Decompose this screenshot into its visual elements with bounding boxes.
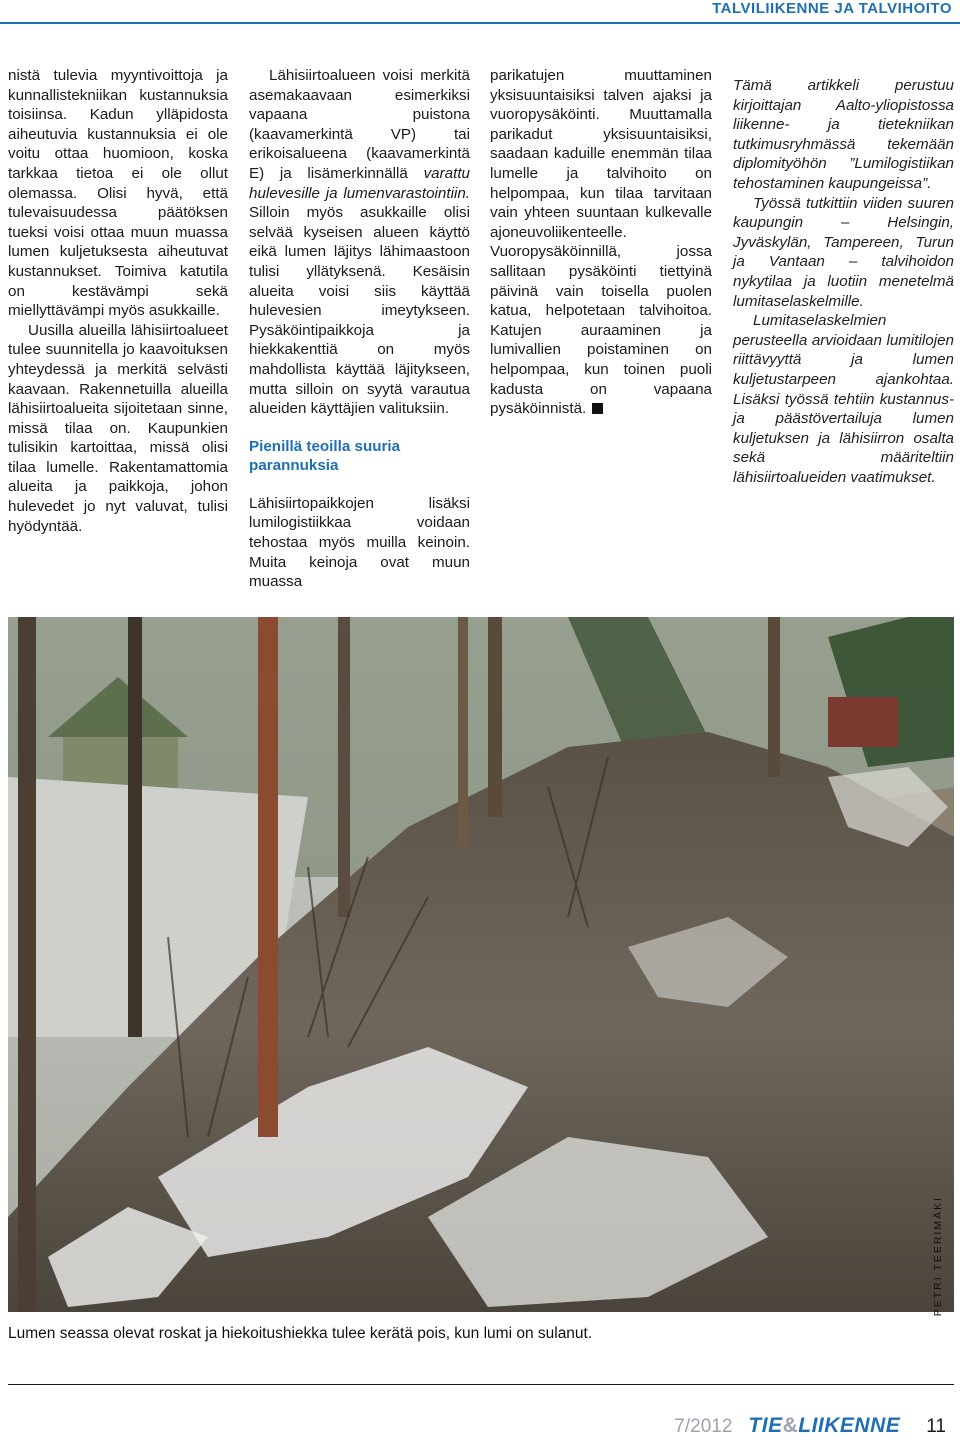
paragraph xyxy=(249,66,470,419)
magazine-logo xyxy=(748,1414,900,1438)
section-title: TALVILIIKENNE JA TALVIHOITO xyxy=(712,0,952,17)
paragraph xyxy=(490,66,712,419)
divider xyxy=(8,1384,954,1385)
paragraph: Lumitaselaskelmien perusteella arvioidaan lumitilojen riittävyyttä ja lumen kuljetustarpeen ajankohtaa. Lisäksi työssä tehtiin kustannus- ja päästövertailuja lumen kuljetuksen ja lähisiirron osalta sekä määriteltiin lähisiirtoalueiden vaatimukset. xyxy=(733,312,954,486)
photo-caption: Lumen seassa olevat roskat ja hiekoitushiekka tulee kerätä pois, kun lumi on sulanut. xyxy=(8,1325,593,1342)
info-box xyxy=(733,76,954,487)
paragraph-text: Silloin myös asukkaille olisi selvää kyseisen alueen käyttö eikä lumen läjitys lähimaastoon tulisi yllätyksenä. Kesäisin alueita voisi siis käyttää hulevesien imeytykseen. Pysäköintipaikkoja ja hiekkakenttiä on myös mahdollista käyttää läjitykseen, mutta silloin on syytä varautua alueiden käyttäjien valituksiin. xyxy=(249,204,470,418)
text-column-1 xyxy=(8,66,228,536)
issue-number: 7/2012 xyxy=(674,1416,733,1437)
logo-ampersand: & xyxy=(782,1414,799,1437)
paragraph-text: parikatujen muuttaminen yksisuuntaisiksi talven ajaksi ja vuoropysäköinti. Muuttamalla parikadut yksisuuntaisiksi, saadaan kaduille enemmän tilaa lumelle ja talvihoito on helpompaa, kun tilaa tarvitaan vain yhteen suuntaan kulkevalle ajoneuvoliikenteelle. Vuoropysäköinnillä, jossa sallitaan pysäköinti tiettyinä päivinä vain toisella puolen katua, helpotetaan talvihoitoa. Katujen auraaminen ja lumivallien poistaminen on helpompaa, kun toinen puoli kadusta on vapaana pysäköinnistä. xyxy=(490,67,712,418)
paragraph: Uusilla alueilla lähisiirtoalueet tulee suunnitella jo kaavoituksen yhteydessä ja merkitä selvästi kaavaan. Rakennetuilla alueilla lähisiirtoalueita sijoitetaan sinne, missä tilaa on. Kaupunkien tulisikin kartoittaa, missä olisi tilaa lumelle. Rakentamattomia alueita ja paikkoja, johon hulevedet jo nyt valuvat, tulisi hyödyntää. xyxy=(8,321,228,535)
paragraph: Työssä tutkittiin viiden suuren kaupungin – Helsingin, Jyväskylän, Tampereen, Turun ja Vantaan – talvihoidon nykytilaa ja luotiin menetelmä lumitaselaskelmille. xyxy=(733,194,954,310)
paragraph-text: Lähisiirtoalueen voisi merkitä asemakaavaan esimerkiksi vapaana puistona (kaavamerkintä VP) tai erikoisalueena (kaavamerkintä E) ja lisämerkinnällä xyxy=(249,67,470,182)
logo-part: TIE xyxy=(748,1414,783,1437)
header-bar xyxy=(0,0,960,24)
text-column-3 xyxy=(490,66,712,419)
page-number: 11 xyxy=(926,1416,946,1437)
paragraph: Lähisiirtopaikkojen lisäksi lumilogistiikkaa voidaan tehostaa myös muilla keinoin. Muita keinoja ovat muun muassa xyxy=(249,494,470,591)
paragraph: Tämä artikkeli perustuu kirjoittajan Aalto-yliopistossa liikenne- ja tietekniikan tutkimusryhmässä tekemään diplomityöhön ”Lumilogistiikan tehostaminen kaupungeissa”. xyxy=(733,77,954,192)
text-column-2 xyxy=(249,66,470,592)
photo-credit: PETRI TEERIMÄKI xyxy=(932,1196,944,1317)
article-photo xyxy=(8,617,954,1312)
subheading: Pienillä teoilla suuria parannuksia xyxy=(249,437,401,475)
page-footer xyxy=(674,1414,946,1444)
paragraph-emphasis: varattu hulevesille ja lumenvarastointiin. xyxy=(249,164,470,202)
end-mark-icon xyxy=(592,403,603,414)
paragraph: nistä tulevia myyntivoittoja ja kunnallistekniikan kustannuksia toisiinsa. Kadun ylläpidosta aiheutuvia kustannuksia ei ole voitu ottaa huomioon, koska tarkkaa tietoa ei ole ollut olemassa. Olisi hyvä, että tulevaisuudessa päätöksen tueksi voisi ottaa muun muassa lumen kuljetuksesta aiheutuvat kustannukset. Toimiva katutila on kestävämpi sekä miellyttävämpi myös asukkaille. xyxy=(8,67,228,320)
logo-part: LIIKENNE xyxy=(798,1414,901,1437)
snow-pile-photo xyxy=(8,617,954,1312)
